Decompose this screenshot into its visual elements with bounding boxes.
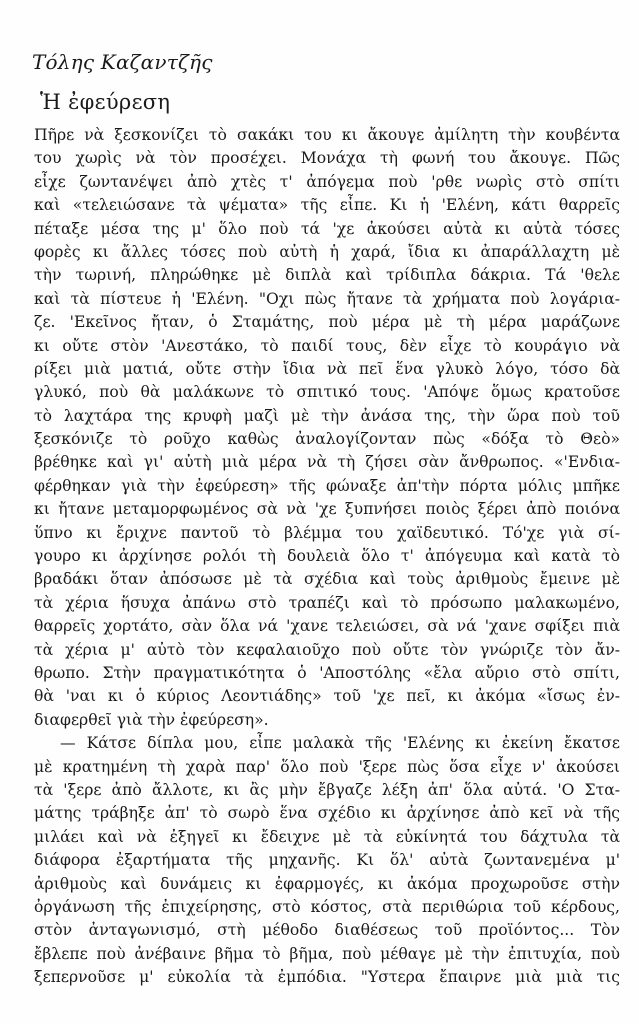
text-line: καὶ τὰ πίστευε ἡ 'Ελένη. "Οχι πὼς ἤτανε τὰ χρήματα ποὺ λογάρια- [34, 289, 620, 308]
text-line: στὸν ἀνταγωνισμό, στὴ μέθοδο διαθέσεως τοῦ προϊόντος... Τὸν [34, 921, 620, 940]
text-line: φορὲς κι ἄλλες τόσες ποὺ αὐτὴ ἡ χαρά, ἴδια κι ἀπαράλλαχτη μὲ [34, 242, 620, 261]
text-line: διαφερθεῖ γιὰ τὴν ἐφεύρεση». [34, 710, 269, 729]
text-line: θαρρεῖς χορτάτο, σὰν ὅλα νά 'χανε τελειώσει, σὰ νά 'χανε σφίξει πιὰ [34, 617, 620, 636]
text-line: κι οὔτε στὸν 'Ανεστάκο, τὸ παιδί τους, δὲν εἶχε τὸ κουράγιο νὰ [34, 336, 620, 355]
text-line: μάτης τράβηξε ἀπ' τὸ σωρὸ ἕνα σχέδιο κι ἀρχίνησε ἀπὸ κεῖ νὰ τῆς [34, 804, 620, 823]
text-line: Πῆρε νὰ ξεσκονίζει τὸ σακάκι του κι ἄκουγε ἀμίλητη τὴν κουβέντα [34, 126, 620, 144]
text-line: διάφορα ἐξαρτήματα τῆς μηχανῆς. Κι ὅλ' αὐτὰ ζωντανεμένα μ' [34, 851, 620, 870]
text-line: του χωρὶς νὰ τὸν προσέχει. Μονάχα τὴ φωνή του ἄκουγε. Πῶς [34, 149, 620, 168]
text-line: φέρθηκαν γιὰ τὴν ἐφεύρεση» τῆς φώναξε ἀπ'τὴν πόρτα μόλις μπῆκε [34, 476, 620, 495]
text-line: τὰ 'ξερε ἀπὸ ἄλλοτε, κι ἂς μὴν ἔβγαζε λέξη ἀπ' ὅλα αὐτά. 'Ο Στα- [34, 780, 620, 799]
text-line: ὕπνο κι ἔριχνε παντοῦ τὸ βλέμμα του χαϊδευτικό. Τό'χε γιὰ σί- [34, 523, 620, 542]
text-line: μὲ κρατημένη τὴ χαρὰ παρ' ὅλο ποὺ 'ξερε πὼς ὅσα εἶχε ν' ἀκούσει [34, 757, 620, 776]
text-line: γουρο κι ἀρχίνησε ρολόι τὴ δουλειὰ ὅλο τ' ἀπόγευμα καὶ κατὰ τὸ [34, 547, 620, 566]
text-line: τὰ χέρια ἥσυχα ἀπάνω στὸ τραπέζι καὶ τὸ πρόσωπο μαλακωμένο, [34, 593, 620, 612]
text-line: ξεσκόνιζε τὸ ροῦχο καθὼς ἀναλογίζονταν πὼς «δόξα τὸ Θεὸ» [34, 430, 620, 449]
text-line: θὰ 'ναι κι ὁ κύριος Λεοντιάδης» τοῦ 'χε πεῖ, κι ἀκόμα «ἴσως ἐν- [34, 687, 620, 706]
text-line: — Κάτσε δίπλα μου, εἶπε μαλακὰ τῆς 'Ελένης κι ἐκείνη ἔκατσε [60, 734, 620, 753]
text-line: ζε. 'Εκεῖνος ἤταν, ὁ Σταμάτης, ποὺ μέρα μὲ τὴ μέρα μαράζωνε [34, 313, 620, 332]
text-line: πέταξε μέσα της μ' ὅλο ποὺ τά 'χε ἀκούσει αὐτὰ κι αὐτὰ τόσες [34, 219, 620, 238]
text-line: τὰ χέρια μ' αὐτὸ τὸν κεφαλαιοῦχο ποὺ οὔτε τὸν γνώριζε τὸν ἄν- [34, 640, 620, 659]
text-line: γλυκό, ποὺ θὰ μαλάκωνε τὸ σπιτικό τους. 'Απόψε ὅμως κρατοῦσε [34, 383, 620, 402]
author-name: Τόλης Καζαντζῆς [32, 50, 213, 74]
text-line: εἶχε ζωντανέψει ἀπὸ χτὲς τ' ἀπόγεμα ποὺ 'ρθε νωρὶς στὸ σπίτι [34, 172, 620, 191]
text-line: βραδάκι ὅταν ἀπόσωσε μὲ τὰ σχέδια καὶ τοὺς ἀριθμοὺς ἔμεινε μὲ [34, 570, 620, 589]
text-line: ἔβλεπε ποὺ ἀνέβαινε βῆμα τὸ βῆμα, ποὺ μέθαγε μὲ τὴν ἐπιτυχία, ποὺ [34, 944, 620, 963]
story-title: Ἡ ἐφεύρεση [40, 90, 171, 114]
text-line: μιλάει καὶ νὰ ἐξηγεῖ κι ἔδειχνε μὲ τὰ εὐκίνητά του δάχτυλα τὰ [34, 827, 620, 846]
text-line: ξεπερνοῦσε μ' εὐκολία τὰ ἐμπόδια. "Υστερα ἔπαιρνε μιὰ μιὰ τις [34, 968, 620, 987]
text-line: ρίξει μιὰ ματιά, οὔτε στὴν ἴδια νὰ πεῖ ἕνα γλυκὸ λόγο, τόσο δὰ [34, 359, 620, 378]
text-line: θρωπο. Στὴν πραγματικότητα ὁ 'Αποστόλης «ἔλα αὔριο στὸ σπίτι, [34, 663, 620, 682]
text-line: τὴν τωρινή, πληρώθηκε μὲ διπλὰ καὶ τρίδιπλα δάκρια. Τά 'θελε [34, 266, 620, 285]
text-line: ἀριθμοὺς καὶ δυνάμεις κι ἐφαρμογές, κι ἀκόμα προχωροῦσε στὴν [34, 874, 620, 893]
text-line: τὸ λαχτάρα της κρυφὴ μαζὶ μὲ τὴν ἀνάσα της, τὴν ὥρα ποὺ τοῦ [34, 406, 620, 425]
text-line: καὶ «τελειώσανε τὰ ψέματα» τῆς εἶπε. Κι ἡ 'Ελένη, κάτι θαρρεῖς [34, 196, 620, 215]
text-line: ὀργάνωση τῆς ἐπιχείρησης, στὸ κόστος, στὰ περιθώρια τοῦ κέρδους, [34, 897, 620, 916]
text-line: βρέθηκε καὶ γι' αὐτὴ μιὰ μέρα νὰ τὴ ζήσει σὰν ἄνθρωπος. «'Ενδια- [34, 453, 620, 472]
body-text [34, 124, 620, 989]
text-line: κι ἤτανε μεταμορφωμένος σὰ νὰ 'χε ξυπνήσει ποιὸς ξέρει ἀπὸ ποιόνα [34, 500, 620, 519]
